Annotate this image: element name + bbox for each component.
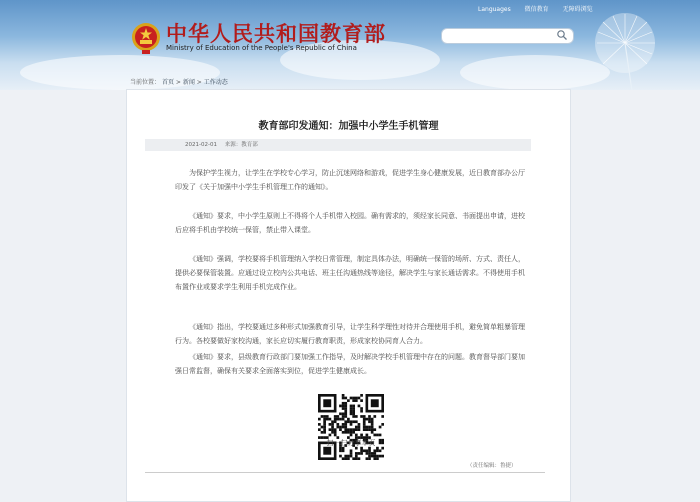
- article-date: 2021-02-01: [185, 142, 217, 148]
- search-input[interactable]: [441, 28, 574, 44]
- site-header: [0, 0, 700, 90]
- top-links: [478, 4, 605, 13]
- article-paragraph: 《通知》要求，中小学生原则上不得将个人手机带入校园。确有需求的，须经家长同意、书面提出申请，进校后应将手机由学校统一保管，禁止带入课堂。: [175, 212, 525, 234]
- article-paragraph: 为保护学生视力，让学生在学校专心学习，防止沉迷网络和游戏，促进学生身心健康发展，近日教育部办公厅印发了《关于加强中小学生手机管理工作的通知》。: [175, 169, 525, 191]
- site-logo-title[interactable]: 中华人民共和国教育部: [166, 22, 386, 46]
- article-paragraph: 《通知》要求，县级教育行政部门要加强工作指导，及时解决学校手机管理中存在的问题。教育督导部门要加强日常监督，确保有关要求全面落实到位，促进学生健康成长。: [175, 353, 525, 375]
- dandelion-decoration: [585, 8, 675, 90]
- article-title: 教育部印发通知：加强中小学生手机管理: [258, 121, 439, 132]
- wechat-link[interactable]: 微信教育: [524, 6, 549, 13]
- breadcrumb-work-news[interactable]: 工作动态: [203, 79, 228, 86]
- breadcrumb: [130, 77, 228, 86]
- search-icon[interactable]: [556, 29, 568, 41]
- article-paragraph: 《通知》指出，学校要通过多种形式加强教育引导，让学生科学理性对待并合理使用手机，避免简单粗暴管理行为。各校要做好家校沟通，家长应切实履行教育职责，形成家校协同育人合力。: [175, 323, 525, 345]
- article-source: 来源：教育部: [224, 142, 258, 148]
- divider: [145, 472, 545, 473]
- accessibility-link[interactable]: 无障碍浏览: [562, 6, 593, 13]
- breadcrumb-label: 当前位置：: [130, 79, 161, 86]
- qr-code: [318, 394, 384, 460]
- site-logo-subtitle: Ministry of Education of the People's Republic of China: [166, 44, 357, 52]
- breadcrumb-separator: >: [175, 79, 181, 86]
- national-emblem-icon: [131, 22, 161, 54]
- article-meta: [145, 139, 531, 151]
- editor-credit: （责任编辑：鲁捷）: [467, 463, 517, 469]
- breadcrumb-news[interactable]: 新闻: [182, 79, 195, 86]
- article-paragraph: 《通知》强调，学校要将手机管理纳入学校日常管理，制定具体办法，明确统一保管的场所、方式、责任人，提供必要保管装置。应通过设立校内公共电话、班主任沟通热线等途径，解决学生与家长通话需求。不得使用手机布置作业或要求学生利用手机完成作业。: [175, 255, 525, 291]
- qr-caption: 扫一扫分享本页: [326, 439, 376, 447]
- languages-link[interactable]: Languages: [478, 6, 511, 13]
- article-panel: [126, 89, 571, 502]
- breadcrumb-home[interactable]: 首页: [161, 79, 174, 86]
- breadcrumb-separator: >: [196, 79, 202, 86]
